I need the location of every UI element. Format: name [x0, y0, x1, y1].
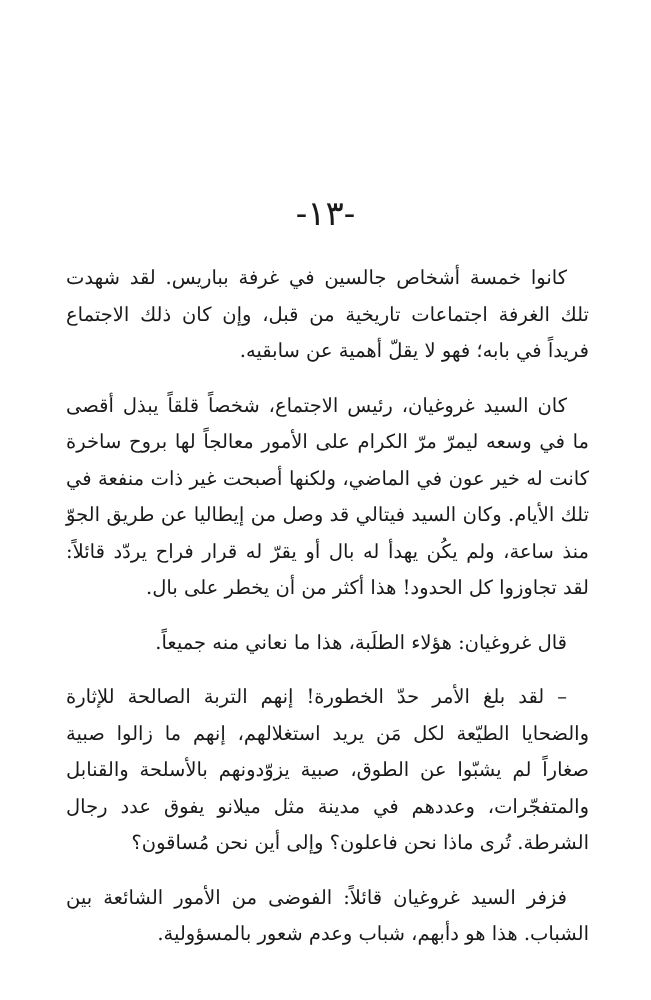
paragraph-3: قال غروغيان: هؤلاء الطلَبة، هذا ما نعاني منه جميعاً.: [155, 630, 567, 654]
paragraph-1: كانوا خمسة أشخاص جالسين في غرفة بباريس. لقد شهدت تلك الغرفة اجتماعات تاريخية من قبل، وإن كان ذلك الاجتماع فريداً في بابه؛ فهو لا يقلّ أهمية عن سابقيه.: [66, 266, 589, 362]
paragraph-2: كان السيد غروغيان، رئيس الاجتماع، شخصاً قلقاً يبذل أقصى ما في وسعه ليمرّ مرّ الكرام على الأمور معالجاً لها بروح ساخرة كانت له خير عون في الماضي، ولكنها أصبحت غير ذات منفعة في تلك الأيام. وكان السيد فيتالي قد وصل من إيطاليا عن طريق الجوّ منذ ساعة، ولم يكُن يهدأ له بال أو يقرّ له قرار فراح يردّد قائلاً: لقد تجاوزوا كل الحدود! هذا أكثر من أن يخطر على بال.: [66, 393, 589, 599]
paragraph-4: – لقد بلغ الأمر حدّ الخطورة! إنهم التربة الصالحة للإثارة والضحايا الطيّعة لكل مَن يريد استغلالهم، إنهم ما زالوا صبية صغاراً لم يشبّوا عن الطوق، صبية يزوّدونهم بالأسلحة والقنابل والمتفجّرات، وعددهم في مدينة مثل ميلانو يفوق عدد رجال الشرطة. تُرى ماذا نحن فاعلون؟ وإلى أين نحن مُساقون؟: [66, 685, 589, 854]
paragraph-5: فزفر السيد غروغيان قائلاً: الفوضى من الأمور الشائعة بين الشباب. هذا هو دأبهم، شباب وعدم شعور بالمسؤولية.: [66, 885, 589, 945]
page-number: -١٣-: [295, 194, 356, 234]
page-body: [66, 260, 589, 971]
